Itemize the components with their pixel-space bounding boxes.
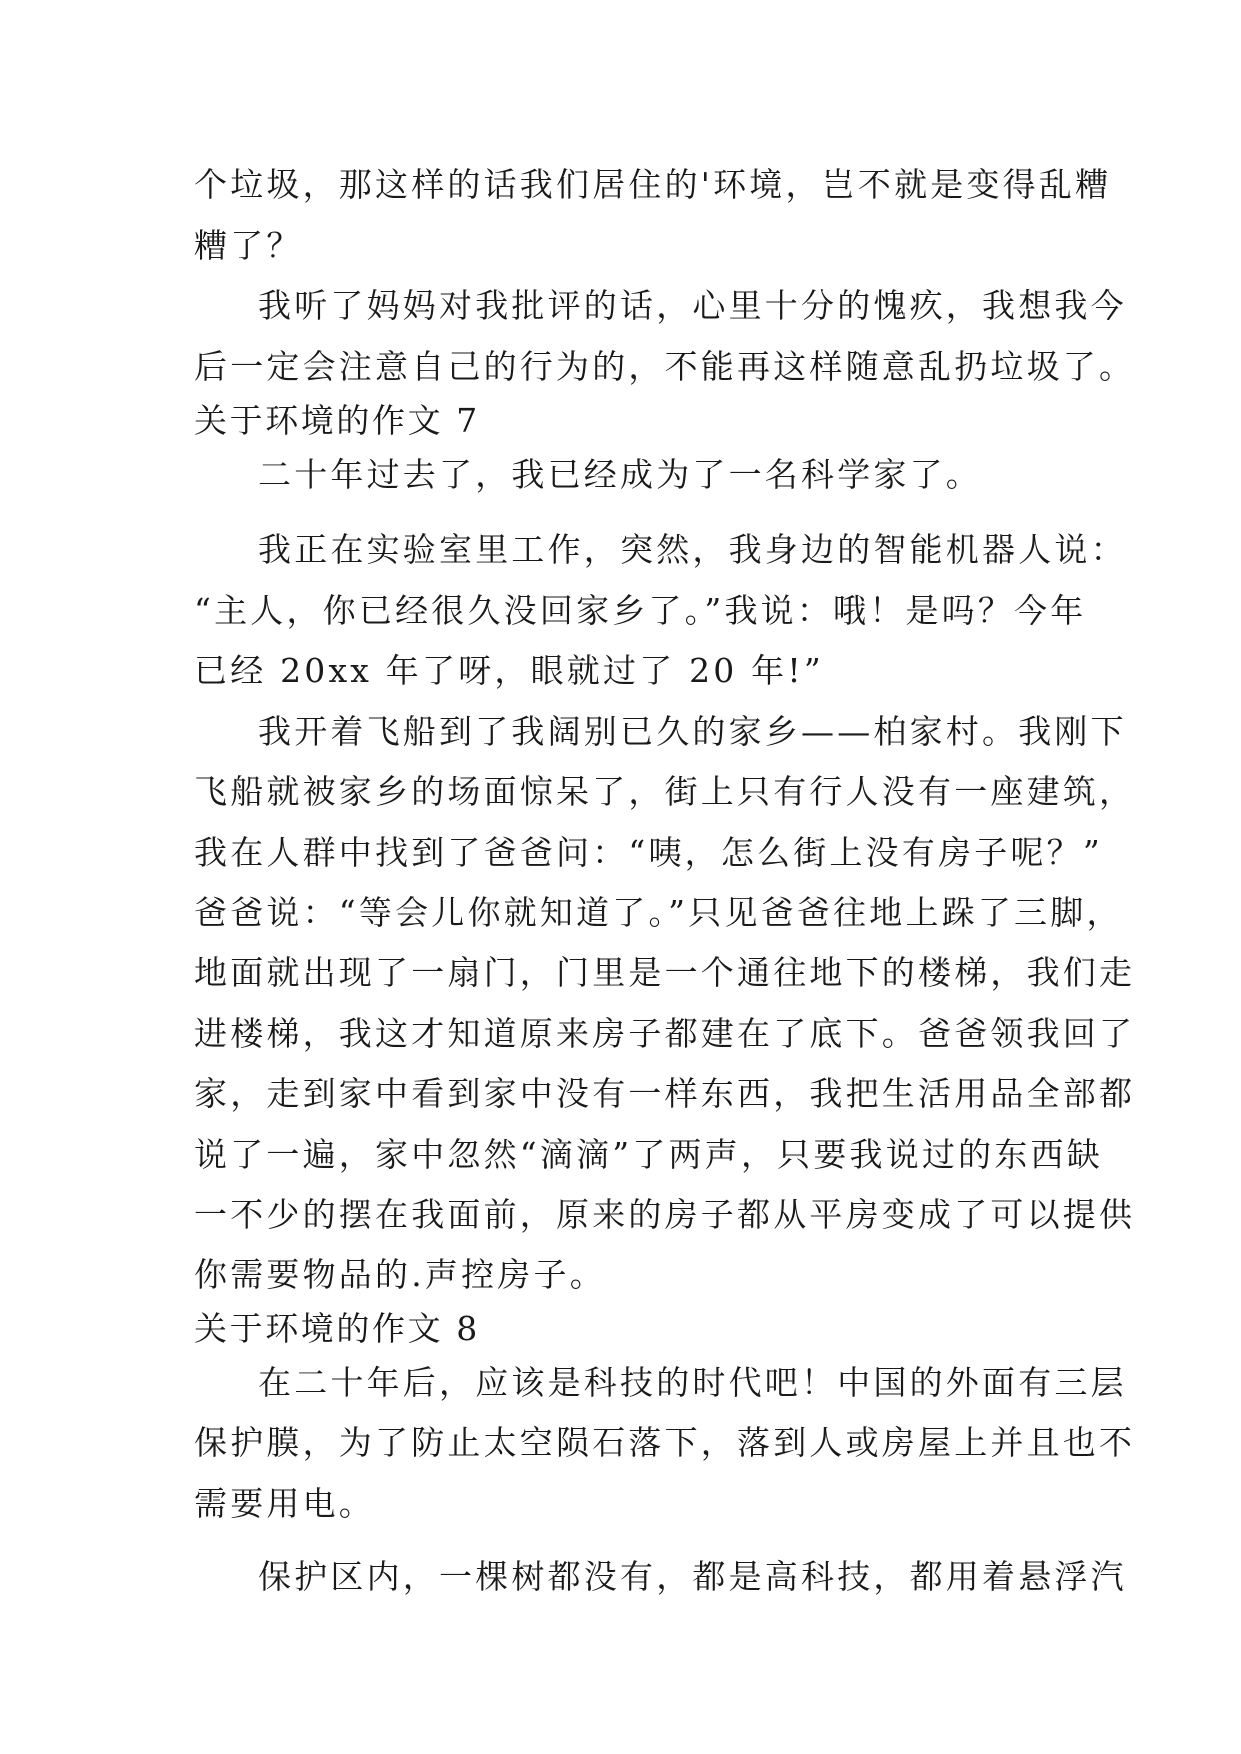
paragraph-first-line: 保护区内，一棵树都没有，都是高科技，都用着悬浮汽	[258, 1557, 1127, 1596]
paragraph-line: 需要用电。	[194, 1484, 375, 1523]
paragraph-line: 爸爸说：“等会儿你就知道了。”只见爸爸往地上跺了三脚，	[194, 893, 1123, 932]
paragraph-line: 后一定会注意自己的行为的，不能再这样随意乱扔垃圾了。	[194, 347, 1136, 386]
paragraph-line: 进楼梯，我这才知道原来房子都建在了底下。爸爸领我回了	[194, 1014, 1136, 1053]
paragraph-line: 已经 20xx 年了呀，眼就过了 20 年!”	[194, 651, 824, 690]
paragraph-line: 你需要物品的.声控房子。	[194, 1255, 606, 1294]
paragraph-line: 我在人群中找到了爸爸问：“咦，怎么街上没有房子呢？”	[194, 833, 1103, 872]
section-heading-8: 关于环境的作文 8	[194, 1309, 480, 1348]
paragraph-line: 飞船就被家乡的场面惊呆了，街上只有行人没有一座建筑，	[194, 772, 1136, 811]
paragraph-line: 说了一遍，家中忽然“滴滴”了两声，只要我说过的东西缺	[194, 1135, 1103, 1174]
paragraph-first-line: 我听了妈妈对我批评的话，心里十分的愧疚，我想我今	[258, 286, 1127, 325]
section-heading-7: 关于环境的作文 7	[194, 401, 480, 440]
paragraph-first-line: 二十年过去了，我已经成为了一名科学家了。	[258, 455, 982, 494]
paragraph-line: 地面就出现了一扇门，门里是一个通往地下的楼梯，我们走	[194, 953, 1136, 992]
paragraph-line: 保护膜，为了防止太空陨石落下，落到人或房屋上并且也不	[194, 1423, 1136, 1462]
paragraph-first-line: 在二十年后，应该是科技的时代吧！中国的外面有三层	[258, 1363, 1127, 1402]
paragraph-line: 家，走到家中看到家中没有一样东西，我把生活用品全部都	[194, 1074, 1136, 1113]
paragraph-line: 一不少的摆在我面前，原来的房子都从平房变成了可以提供	[194, 1195, 1136, 1234]
paragraph-first-line: 我正在实验室里工作，突然，我身边的智能机器人说：	[258, 530, 1127, 569]
paragraph-line: 糟了？	[194, 226, 303, 265]
paragraph-first-line: 我开着飞船到了我阔别已久的家乡——柏家村。我刚下	[258, 712, 1127, 751]
paragraph-line: “主人，你已经很久没回家乡了。”我说：哦！是吗？今年	[194, 591, 1087, 630]
paragraph-line: 个垃圾，那这样的话我们居住的'环境，岂不就是变得乱糟	[194, 165, 1112, 204]
